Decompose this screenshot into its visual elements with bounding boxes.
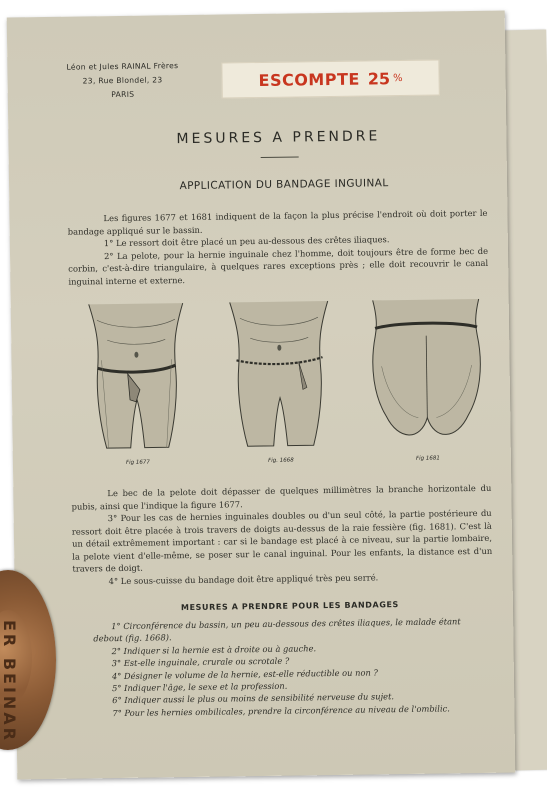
discount-label: [221, 59, 439, 98]
intro-paragraph: 2° La pelote, pour la hernie inguinale chez l'homme, doit toujours être de forme bec de corbin, c'est-à-dire triangulaire, à quelques rares exceptions près ; elle doit recouvrir le canal inguinal interne et externe.: [68, 245, 489, 287]
discount-number: 25: [367, 68, 391, 88]
figure-caption: Fig 1677: [125, 459, 150, 466]
measure-item: 3° Est-elle inguinale, crurale ou scrotale ?: [111, 655, 290, 669]
body-text: [71, 482, 492, 588]
figure-caption: Fig 1681: [415, 455, 440, 462]
publisher-name: Léon et Jules RAINAL Frères: [66, 61, 179, 72]
publisher-address: [47, 59, 198, 103]
measure-item: 2° Indiquer si la hernie est à droite ou à gauche.: [111, 643, 317, 656]
medal-inscription: ER BEINAR: [0, 620, 19, 743]
figure-front-truss: [77, 299, 197, 466]
measure-item: 7° Pour les hernies ombilicales, prendre la circonférence au niveau de l'ombilic.: [112, 703, 450, 718]
intro-paragraph: Les figures 1677 et 1681 indiquent de la façon la plus précise l'endroit où doit porter le bandage appliqué sur le bassin.: [67, 207, 488, 237]
measures-list: [93, 615, 490, 720]
body-paragraph: 4° Le sous-cuisse du bandage doit être appliqué très peu serré.: [108, 571, 379, 586]
measure-item: 4° Désigner le volume de la hernie, est-elle réductible ou non ?: [111, 667, 378, 681]
measure-item: 6° Indiquer aussi le plus ou moins de sensibilité nerveuse du sujet.: [112, 691, 395, 706]
measures-heading: MESURES A PRENDRE POUR LES BANDAGES: [180, 600, 399, 613]
page-title: MESURES A PRENDRE: [176, 128, 381, 148]
front-torso-measure-illustration: [220, 297, 340, 449]
publisher-city: PARIS: [111, 89, 135, 100]
measure-item: 1° Circonférence du bassin, un peu au-dessous des crêtes iliaques, le malade étant debout (fig. 1668).: [93, 616, 461, 644]
intro-paragraph: 1° Le ressort doit être placé un peu au-dessous des crêtes iliaques.: [103, 234, 390, 249]
title-divider: [261, 156, 299, 158]
intro-text: [67, 207, 488, 288]
body-paragraph: Le bec de la pelote doit dépasser de quelques millimètres la branche horizontale du pubis, ainsi que l'indique la figure 1677.: [71, 482, 492, 512]
figure-back-truss: [367, 295, 487, 462]
figure-circumference: [220, 297, 340, 464]
section-subtitle: APPLICATION DU BANDAGE INGUINAL: [179, 177, 389, 193]
catalog-page: [7, 11, 516, 780]
body-paragraph: 3° Pour les cas de hernies inguinales doubles ou d'un seul côté, la partie postérieure du ressort doit être placée à trois travers de doigts au-dessus de la raie fessière (fig. 1681). C'est là un détail extrêmement important : car si le bandage est placé à ce niveau, sur la partie lombaire, la pelote vient d'elle-même, se poser sur le canal inguinal. Pour les enfants, la distance est d'un travers de doigt.: [71, 507, 493, 574]
figure-strip: [77, 295, 489, 471]
front-torso-illustration: [77, 299, 197, 451]
back-torso-illustration: [367, 295, 487, 447]
publisher-street: 23, Rue Blondel, 23: [82, 75, 163, 86]
discount-word: ESCOMPTE: [258, 69, 360, 90]
discount-percent: %: [393, 72, 403, 84]
figure-caption: Fig. 1668: [268, 457, 294, 464]
measure-item: 5° Indiquer l'âge, le sexe et la profession.: [112, 680, 288, 694]
